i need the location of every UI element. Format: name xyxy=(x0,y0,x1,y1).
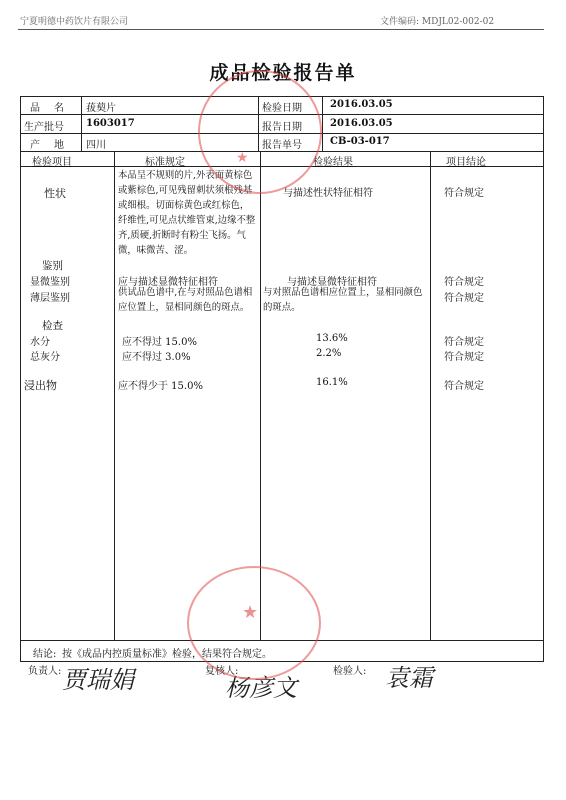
company-header: 宁夏明德中药饮片有限公司 xyxy=(20,17,129,27)
quality-dept-stamp-star-icon: ★ xyxy=(236,150,249,166)
tlc-label: 薄层鉴别 xyxy=(30,293,70,304)
conclusion-text: 按《成品内控质量标准》检验，结果符合规定。 xyxy=(62,649,272,660)
ash-standard: 应不得过 3.0% xyxy=(122,352,191,363)
extract-conclusion: 符合规定 xyxy=(444,381,484,392)
col-header-result: 检验结果 xyxy=(313,157,353,168)
micro-conclusion: 符合规定 xyxy=(444,277,484,288)
origin-value: 四川 xyxy=(86,140,106,151)
inspect-date-value: 2016.03.05 xyxy=(330,99,393,110)
qc-seal-star-icon: ★ xyxy=(242,602,259,623)
responsible-signature: 贾瑞娟 xyxy=(62,666,134,694)
col-divider xyxy=(322,96,323,151)
report-no-label: 报告单号 xyxy=(262,140,302,151)
reviewer-label: 复核人: xyxy=(205,666,239,677)
ash-label: 总灰分 xyxy=(30,352,60,363)
quality-dept-stamp xyxy=(198,70,322,194)
page-title: 成品检验报告单 xyxy=(209,62,357,84)
water-label: 水分 xyxy=(30,337,50,348)
origin-label: 产 地 xyxy=(30,140,66,151)
micro-standard: 应与描述显微特征相符 xyxy=(118,277,218,288)
col-divider xyxy=(430,151,431,640)
qc-seal-stamp xyxy=(187,566,321,680)
trait-result: 与描述性状特征相符 xyxy=(283,188,373,199)
batch-value: 1603017 xyxy=(86,118,135,129)
header-divider xyxy=(18,29,544,30)
col-divider xyxy=(114,151,115,640)
responsible-label: 负责人: xyxy=(28,666,62,677)
report-date-label: 报告日期 xyxy=(262,122,302,133)
ash-conclusion: 符合规定 xyxy=(444,352,484,363)
water-conclusion: 符合规定 xyxy=(444,337,484,348)
water-result: 13.6% xyxy=(316,333,348,344)
tlc-standard: 供试品色谱中,在与对照品色谱相应位置上，显相同颜色的斑点。 xyxy=(118,287,253,313)
ash-result: 2.2% xyxy=(316,348,342,359)
col-header-item: 检验项目 xyxy=(32,157,72,168)
extract-label: 浸出物 xyxy=(24,379,57,392)
identify-label: 鉴别 xyxy=(42,260,63,272)
inspect-date-label: 检验日期 xyxy=(262,103,302,114)
report-no-value: CB-03-017 xyxy=(330,136,390,147)
micro-label: 显微鉴别 xyxy=(30,277,70,288)
inspector-label: 检验人: xyxy=(333,666,367,677)
tlc-result: 与对照品色谱相应位置上，显相同颜色的斑点。 xyxy=(263,287,423,313)
micro-result: 与描述显微特征相符 xyxy=(287,277,377,288)
reviewer-signature: 杨彦文 xyxy=(225,674,297,702)
col-header-conclusion: 项目结论 xyxy=(446,157,486,168)
product-label: 品 名 xyxy=(30,103,66,114)
extract-standard: 应不得少于 15.0% xyxy=(118,381,203,392)
check-label: 检查 xyxy=(42,320,63,332)
col-divider xyxy=(81,96,82,151)
report-date-value: 2016.03.05 xyxy=(330,118,393,129)
batch-label: 生产批号 xyxy=(24,122,64,133)
inspector-signature: 袁霜 xyxy=(385,664,433,692)
trait-conclusion: 符合规定 xyxy=(444,188,484,199)
extract-result: 16.1% xyxy=(316,377,348,388)
trait-label: 性状 xyxy=(44,187,66,200)
tlc-conclusion: 符合规定 xyxy=(444,293,484,304)
col-header-standard: 标准规定 xyxy=(145,157,185,168)
trait-standard: 本品呈不规则的片,外表面黄棕色或紫棕色,可见残留刺状须根残基或细根。切面棕黄色或红棕色，纤维性,可见点状维管束,边缘不整齐,质硬,折断时有粉尘飞扬。气微，味微苦、涩。 xyxy=(118,170,256,256)
document-number: 文件编码: MDJL02-002-02 xyxy=(380,17,495,27)
water-standard: 应不得过 15.0% xyxy=(122,337,197,348)
product-value: 菝葜片 xyxy=(86,103,116,114)
conclusion-label: 结论: xyxy=(33,649,57,660)
